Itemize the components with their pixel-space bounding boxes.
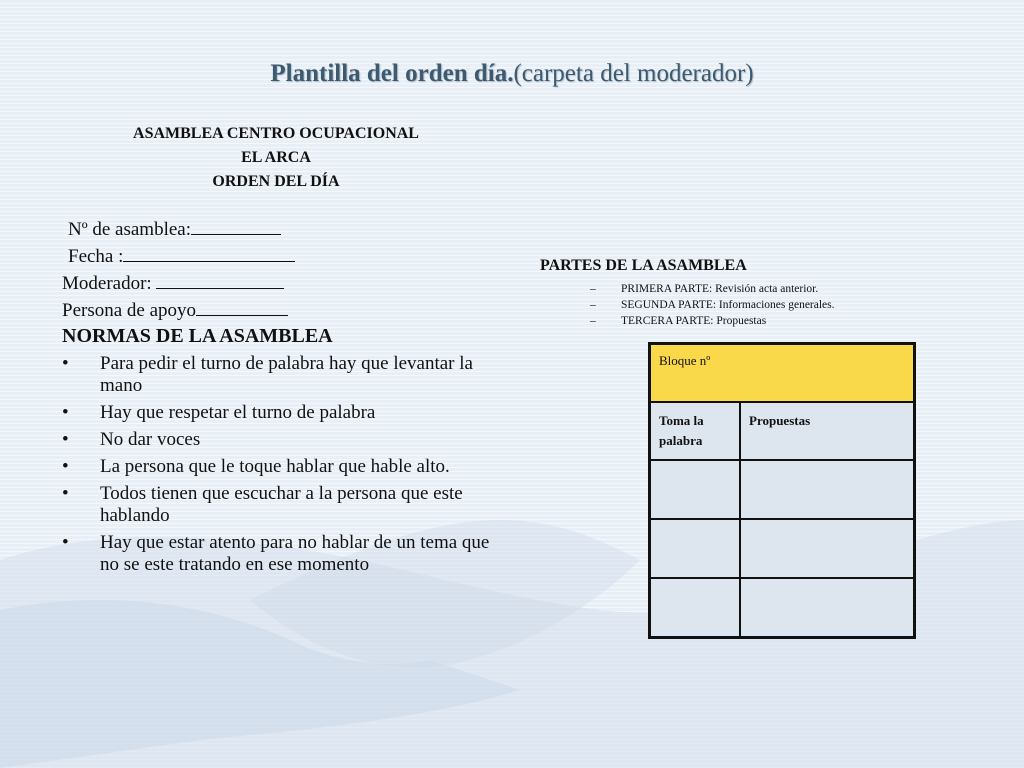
bullet-icon: • [62, 402, 69, 423]
bullet-icon: • [62, 456, 69, 477]
norms-list [62, 353, 492, 581]
part-item [590, 281, 835, 297]
table-row [650, 519, 915, 578]
fecha-label: Fecha : [68, 246, 124, 267]
parts-title: PARTES DE LA ASAMBLEA [540, 257, 747, 274]
table-row [650, 460, 915, 519]
dash-icon: – [590, 299, 596, 311]
norm-text: No dar voces [100, 429, 201, 450]
fecha-field [62, 243, 295, 270]
part-text: SEGUNDA PARTE: Informaciones generales. [621, 299, 835, 311]
table-header-row [650, 344, 915, 403]
bullet-icon: • [62, 429, 69, 450]
dash-icon: – [590, 283, 596, 295]
table-row [650, 578, 915, 638]
norm-item [62, 456, 492, 478]
assembly-header [56, 122, 496, 194]
asamblea-number-blank[interactable] [191, 216, 281, 235]
norm-item [62, 429, 492, 451]
norm-item [62, 353, 492, 397]
persona-apoyo-label: Persona de apoyo [62, 300, 197, 321]
bullet-icon: • [62, 532, 69, 553]
norm-item [62, 483, 492, 527]
norms-title: NORMAS DE LA ASAMBLEA [62, 325, 333, 347]
norm-text: Para pedir el turno de palabra hay que levantar la mano [100, 353, 473, 396]
title-sub: (carpeta del moderador) [513, 60, 754, 87]
persona-apoyo-field [62, 297, 295, 324]
norm-text: Hay que estar atento para no hablar de un tema que no se este tratando en ese momento [100, 532, 490, 575]
moderador-blank[interactable] [156, 270, 284, 289]
part-item [590, 313, 835, 329]
table-cell[interactable] [650, 460, 741, 519]
table-cell[interactable] [650, 519, 741, 578]
title-main: Plantilla del orden día. [270, 60, 514, 87]
bloque-table [648, 342, 916, 639]
part-item [590, 297, 835, 313]
column-header-toma-la-palabra: Toma la palabra [650, 402, 741, 460]
table-cell[interactable] [650, 578, 741, 638]
moderador-label: Moderador: [62, 273, 157, 294]
bloque-number-cell[interactable]: Bloque nº [650, 344, 915, 403]
asamblea-number-field [62, 216, 295, 243]
table-cell[interactable] [740, 519, 915, 578]
part-text: TERCERA PARTE: Propuestas [621, 315, 767, 327]
norm-item [62, 532, 492, 576]
part-text: PRIMERA PARTE: Revisión acta anterior. [621, 283, 819, 295]
asamblea-number-label: Nº de asamblea: [68, 219, 192, 240]
header-line-2: EL ARCA [241, 149, 311, 166]
fecha-blank[interactable] [123, 243, 295, 262]
header-line-3: ORDEN DEL DÍA [212, 173, 340, 190]
bullet-icon: • [62, 353, 69, 374]
persona-apoyo-blank[interactable] [196, 297, 288, 316]
table-column-header-row [650, 402, 915, 460]
norm-item [62, 402, 492, 424]
table-cell[interactable] [740, 578, 915, 638]
header-line-1: ASAMBLEA CENTRO OCUPACIONAL [133, 125, 419, 142]
moderador-field [62, 270, 295, 297]
norm-text: La persona que le toque hablar que hable alto. [100, 456, 450, 477]
dash-icon: – [590, 315, 596, 327]
norm-text: Hay que respetar el turno de palabra [100, 402, 376, 423]
norm-text: Todos tienen que escuchar a la persona que este hablando [100, 483, 463, 526]
bullet-icon: • [62, 483, 69, 504]
page-title [0, 60, 1024, 88]
parts-list [590, 281, 835, 329]
column-header-propuestas: Propuestas [740, 402, 915, 460]
table-cell[interactable] [740, 460, 915, 519]
assembly-fields [62, 216, 295, 324]
